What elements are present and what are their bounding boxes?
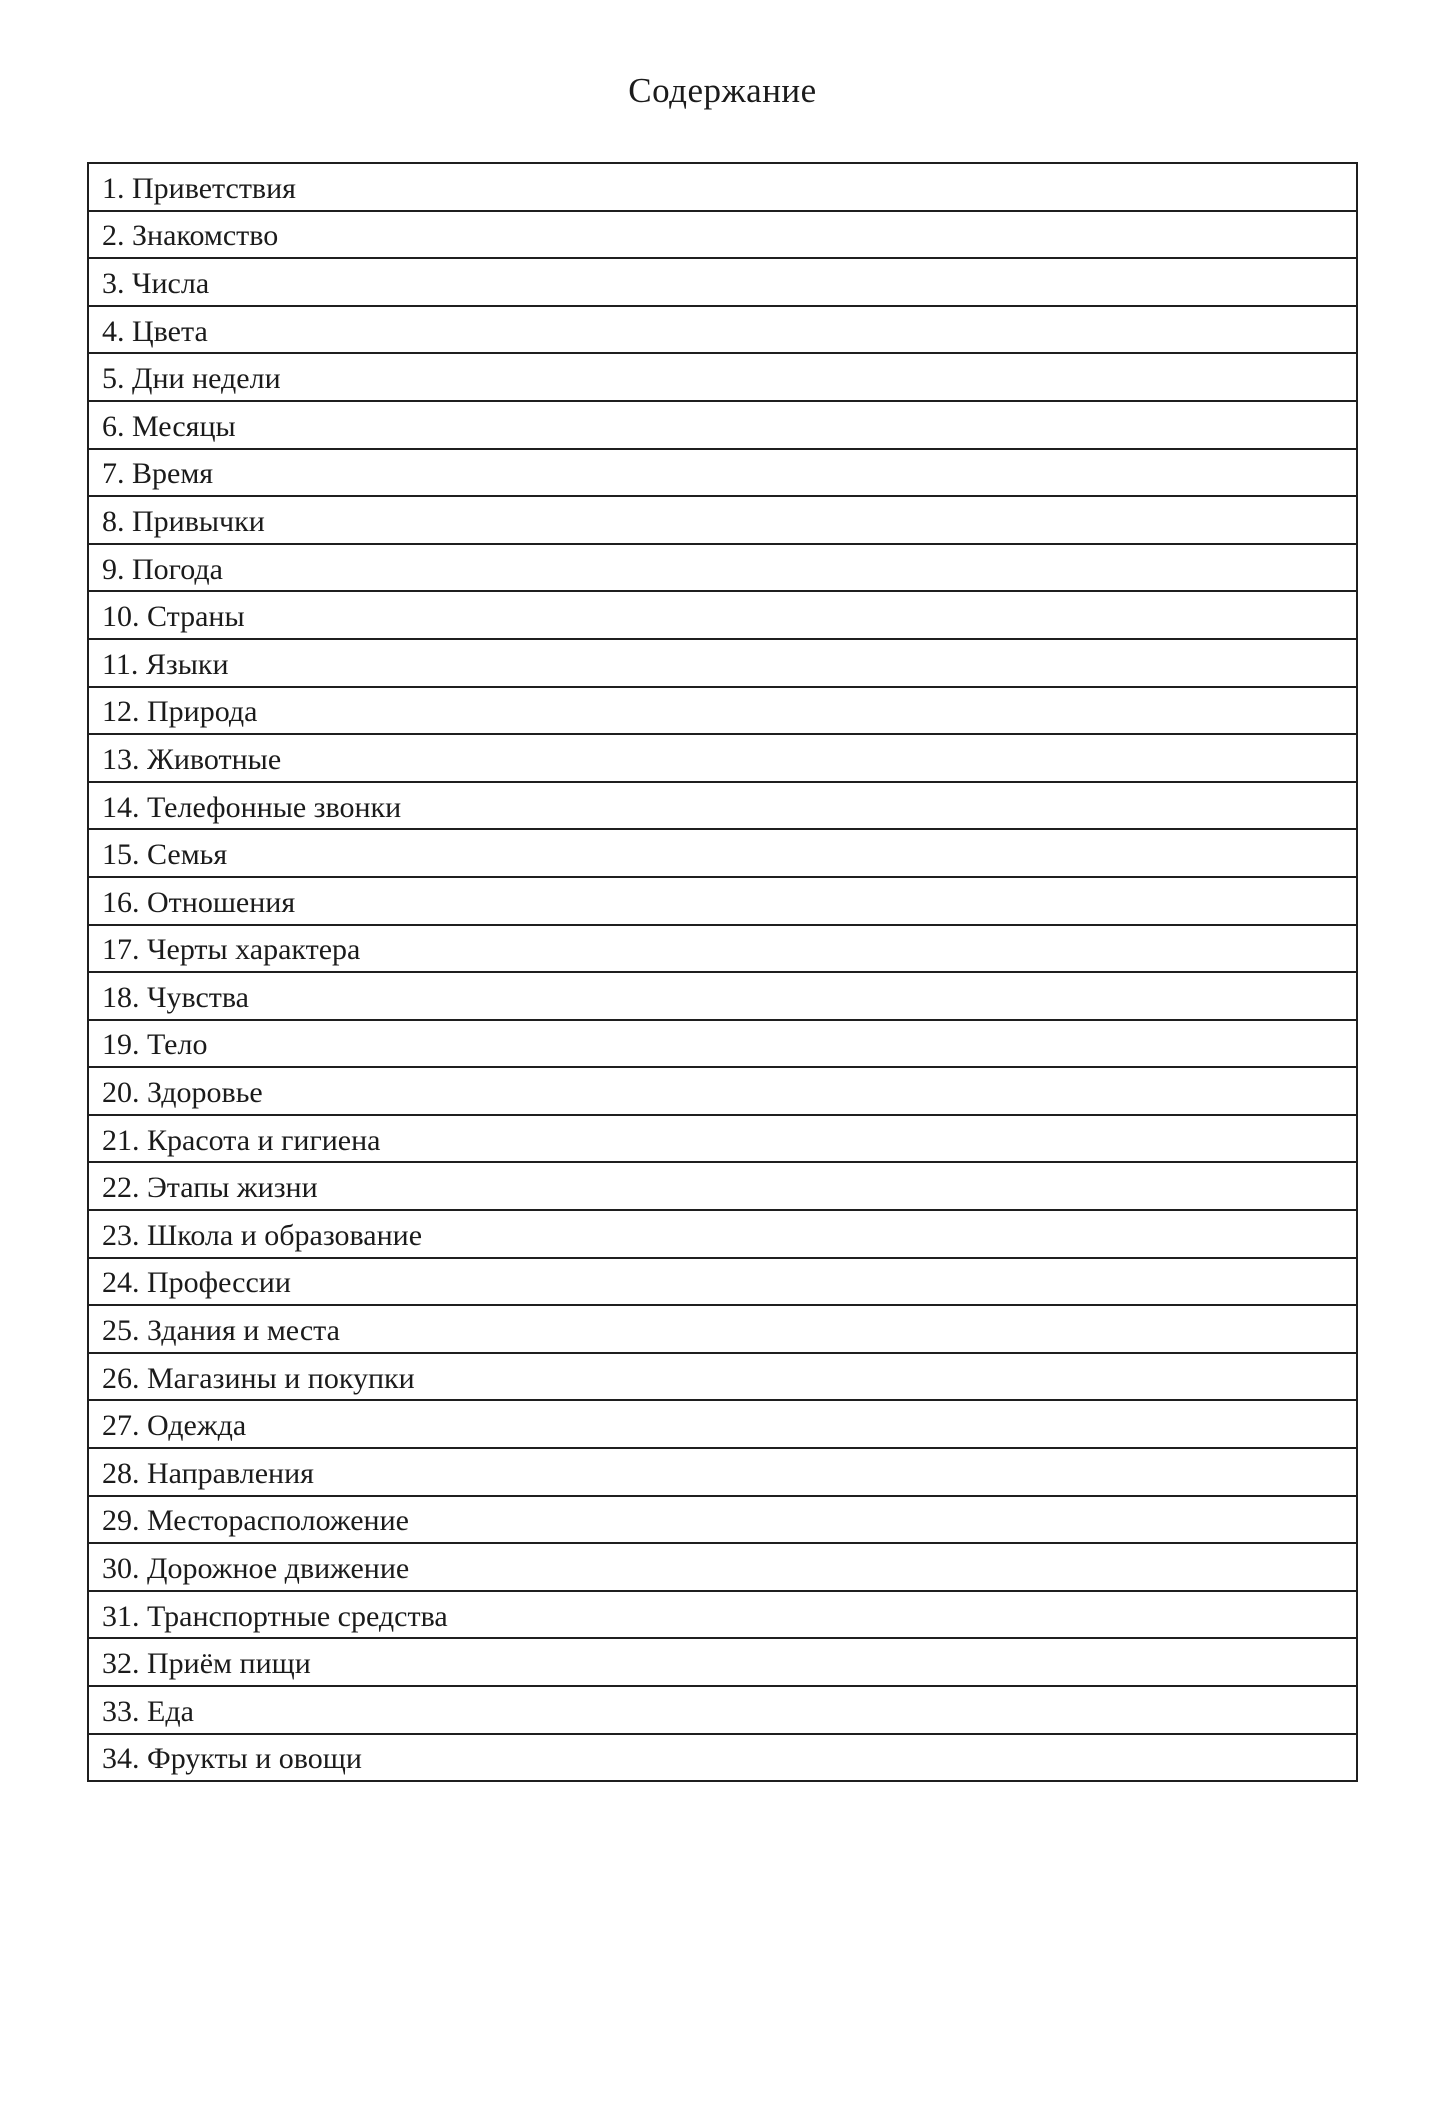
- toc-row: [89, 1687, 1356, 1735]
- toc-item-label: 27. Одежда: [102, 1409, 247, 1443]
- toc-row: [89, 450, 1356, 498]
- toc-row: [89, 1211, 1356, 1259]
- toc-row: [89, 783, 1356, 831]
- toc-row: [89, 878, 1356, 926]
- toc-item-label: 8. Привычки: [102, 504, 265, 538]
- toc-row: [89, 259, 1356, 307]
- toc-item-label: 3. Числа: [102, 266, 210, 300]
- toc-row: [89, 1354, 1356, 1402]
- toc-row: [89, 592, 1356, 640]
- document-page: [0, 70, 1445, 1782]
- toc-row: [89, 497, 1356, 545]
- toc-item-label: 22. Этапы жизни: [102, 1171, 318, 1205]
- toc-item-label: 24. Профессии: [102, 1266, 291, 1300]
- toc-item-label: 4. Цвета: [102, 314, 208, 348]
- toc-table: [87, 162, 1358, 1782]
- toc-item-label: 15. Семья: [102, 838, 228, 872]
- toc-item-label: 9. Погода: [102, 552, 223, 586]
- toc-row: [89, 545, 1356, 593]
- toc-item-label: 14. Телефонные звонки: [102, 790, 402, 824]
- toc-row: [89, 830, 1356, 878]
- toc-row: [89, 354, 1356, 402]
- toc-item-label: 19. Тело: [102, 1028, 208, 1062]
- toc-item-label: 2. Знакомство: [102, 219, 279, 253]
- toc-row: [89, 1592, 1356, 1640]
- toc-row: [89, 1544, 1356, 1592]
- toc-row: [89, 1401, 1356, 1449]
- toc-item-label: 29. Месторасположение: [102, 1504, 409, 1538]
- toc-row: [89, 735, 1356, 783]
- toc-item-label: 11. Языки: [102, 647, 229, 681]
- toc-item-label: 21. Красота и гигиена: [102, 1123, 381, 1157]
- toc-row: [89, 1449, 1356, 1497]
- toc-row: [89, 164, 1356, 212]
- toc-item-label: 6. Месяцы: [102, 409, 236, 443]
- toc-item-label: 23. Школа и образование: [102, 1218, 423, 1252]
- toc-item-label: 31. Транспортные средства: [102, 1599, 448, 1633]
- toc-item-label: 33. Еда: [102, 1694, 194, 1728]
- toc-row: [89, 212, 1356, 260]
- toc-item-label: 32. Приём пищи: [102, 1647, 311, 1681]
- toc-row: [89, 1735, 1356, 1781]
- toc-item-label: 16. Отношения: [102, 885, 296, 919]
- toc-item-label: 17. Черты характера: [102, 933, 361, 967]
- toc-item-label: 20. Здоровье: [102, 1076, 263, 1110]
- toc-item-label: 34. Фрукты и овощи: [102, 1742, 362, 1776]
- toc-row: [89, 688, 1356, 736]
- toc-item-label: 12. Природа: [102, 695, 258, 729]
- toc-row: [89, 926, 1356, 974]
- toc-item-label: 1. Приветствия: [102, 171, 296, 205]
- toc-row: [89, 640, 1356, 688]
- toc-row: [89, 402, 1356, 450]
- toc-row: [89, 307, 1356, 355]
- toc-item-label: 5. Дни недели: [102, 362, 281, 396]
- toc-item-label: 30. Дорожное движение: [102, 1552, 410, 1586]
- toc-row: [89, 1021, 1356, 1069]
- toc-row: [89, 1068, 1356, 1116]
- toc-item-label: 25. Здания и места: [102, 1314, 340, 1348]
- toc-row: [89, 1639, 1356, 1687]
- toc-item-label: 18. Чувства: [102, 980, 249, 1014]
- page-title: Содержание: [628, 71, 817, 110]
- toc-row: [89, 973, 1356, 1021]
- toc-row: [89, 1116, 1356, 1164]
- toc-item-label: 10. Страны: [102, 600, 245, 634]
- toc-row: [89, 1163, 1356, 1211]
- toc-item-label: 7. Время: [102, 457, 214, 491]
- toc-row: [89, 1259, 1356, 1307]
- toc-item-label: 26. Магазины и покупки: [102, 1361, 415, 1395]
- toc-row: [89, 1306, 1356, 1354]
- toc-row: [89, 1497, 1356, 1545]
- toc-item-label: 13. Животные: [102, 742, 282, 776]
- toc-item-label: 28. Направления: [102, 1456, 314, 1490]
